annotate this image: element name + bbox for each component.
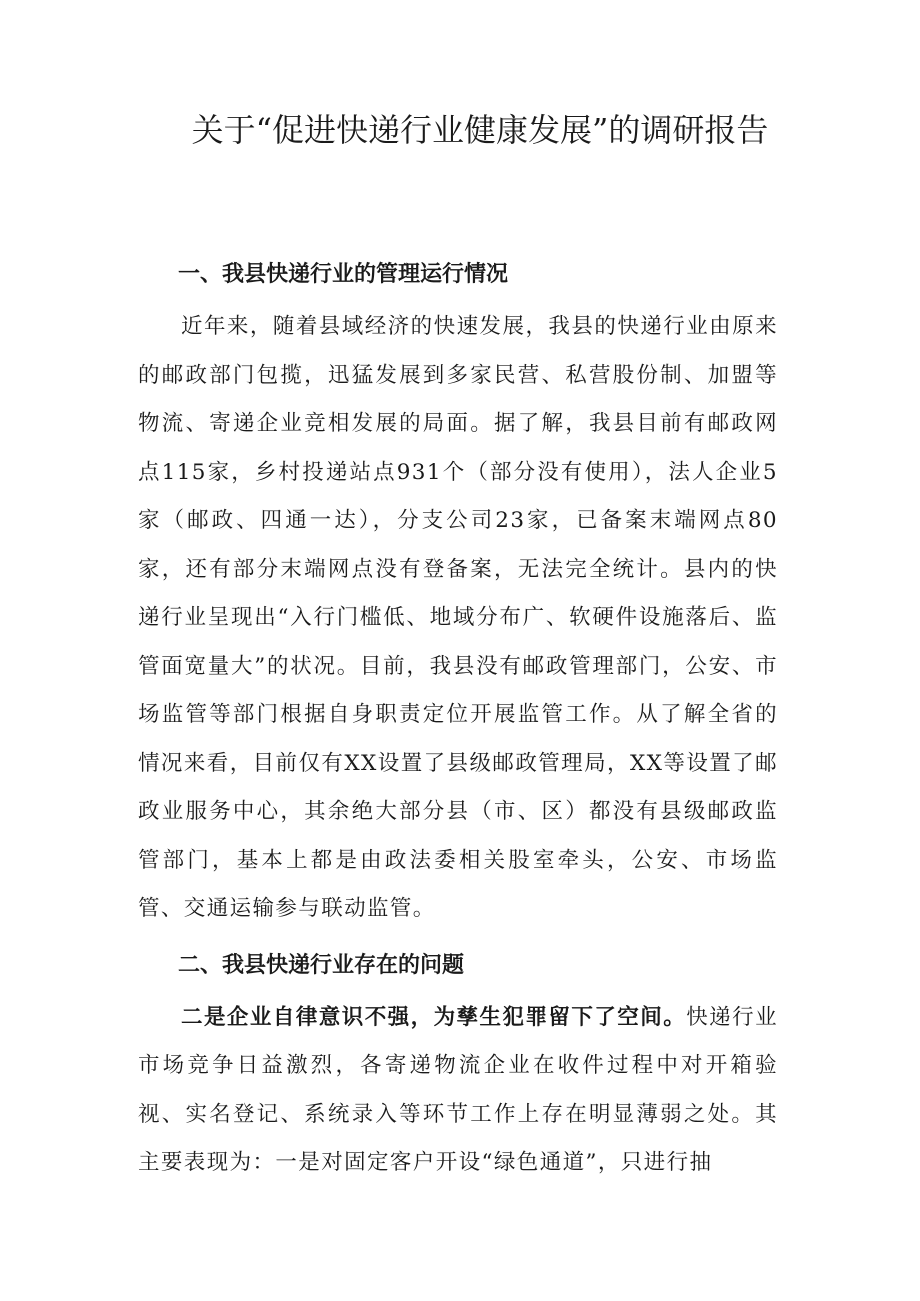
document-body: [138, 255, 778, 1188]
document-title: 关于“促进快递行业健康发展”的调研报告: [191, 111, 769, 149]
section-heading-2: 二、我县快递行业存在的问题: [178, 952, 465, 978]
section-heading-1: 一、我县快递行业的管理运行情况: [178, 262, 509, 287]
section-2-lead-sentence: 二是企业自律意识不强，为孳生犯罪留下了空间。: [181, 1004, 687, 1030]
section-1-paragraph: 近年来，随着县域经济的快速发展，我县的快递行业由原来的邮政部门包揽，迅猛发展到多家民营、私营股份制、加盟等物流、寄递企业竞相发展的局面。据了解，我县目前有邮政网点115家，乡村投递站点931个（部分没有使用），法人企业5家（邮政、四通一达），分支公司23家，已备案末端网点80家，还有部分末端网点没有登备案，无法完全统计。县内的快递行业呈现出“入行门槛低、地域分布广、软硬件设施落后、监管面宽量大”的状况。目前，我县没有邮政管理部门，公安、市场监管等部门根据自身职责定位开展监管工作。从了解全省的情况来看，目前仅有XX设置了县级邮政管理局，XX等设置了邮政业服务中心，其余绝大部分县（市、区）都没有县级邮政监管部门，基本上都是由政法委相关股室牵头，公安、市场监管、交通运输参与联动监管。: [138, 314, 778, 921]
section-2-paragraph-text: 快递行业市场竞争日益激烈，各寄递物流企业在收件过程中对开箱验视、实名登记、系统录入等环节工作上存在明显薄弱之处。其主要表现为：一是对固定客户开设“绿色通道”，只进行抽: [138, 1004, 778, 1175]
section-2-paragraph: [138, 994, 778, 1188]
